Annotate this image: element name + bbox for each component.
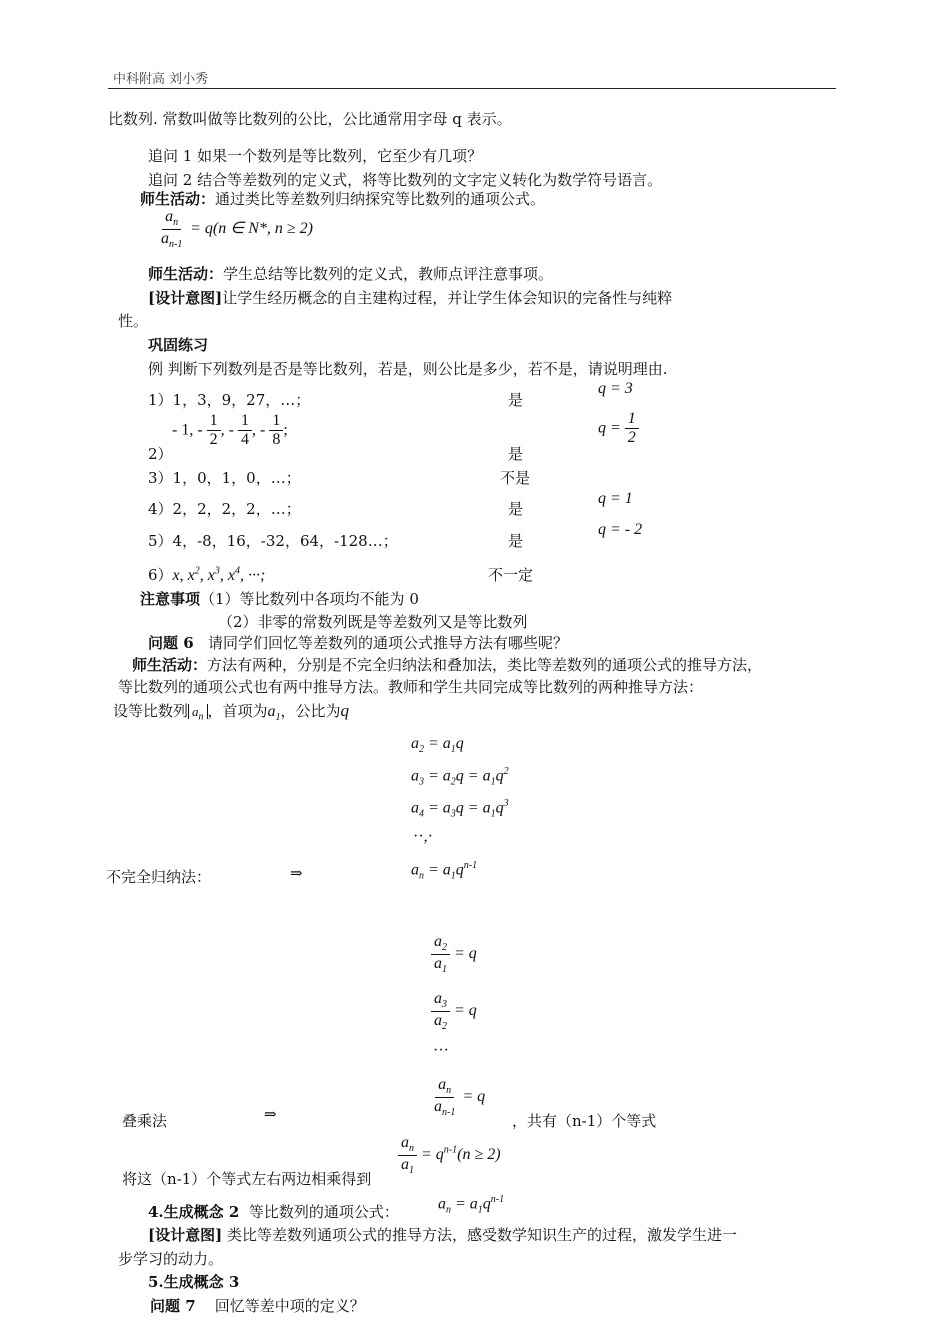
induction-eq-2: $a_3 = a_2q = a_1q^2$ <box>411 766 509 788</box>
ratio-eq-1: $\frac{a_2}{a_1}$ = q <box>431 933 477 975</box>
product-result: $\frac{a_n}{a_1}$ = $q^{n-1}(n \ge 2)$ <box>398 1134 501 1176</box>
activity-line-2: 师生活动：学生总结等比数列的定义式，教师点评注意事项。 <box>148 265 554 283</box>
ratio-eq-2: $\frac{a_3}{a_2}$ = q <box>431 990 477 1032</box>
exercise-4-answer: 是 <box>508 500 524 518</box>
exercise-6-answer: 不一定 <box>488 566 534 584</box>
notes-line-2: （2）非零的常数列既是等差数列又是等比数列 <box>218 613 528 631</box>
concept-3: 5.生成概念 3 <box>148 1273 240 1291</box>
design-intent-2-cont: 步学习的动力。 <box>118 1250 224 1268</box>
induction-eq-n: $a_n = a_1q^{n-1}$ <box>411 860 478 882</box>
activity-line-3: 师生活动：方法有两种，分别是不完全归纳法和叠加法，类比等差数列的通项公式的推导方法， <box>132 656 763 674</box>
exercise-6: 6）x, $x^2$, $x^3$, $x^4$, ···; <box>148 565 266 584</box>
implies-arrow-1: ⇒ <box>290 864 303 882</box>
definition-formula: $\frac{a_n}{a_{n-1}}$ = q(n ∈ N*, n ≥ 2) <box>161 208 313 250</box>
induction-ellipsis: ··,· <box>413 828 433 845</box>
header-rule <box>108 88 836 89</box>
exercise-5-answer: 是 <box>508 532 524 550</box>
followup-question-1: 追问 1 如果一个数列是等比数列，它至少有几项？ <box>148 147 483 165</box>
exercise-2-num: 2） <box>148 445 173 463</box>
activity-line-4: 等比数列的通项公式也有两中推导方法。教师和学生共同完成等比数列的两种推导方法： <box>118 678 704 696</box>
design-intent-2: [设计意图] 类比等差数列通项公式的推导方法，感受数学知识生产的过程，激发学生进一 <box>148 1226 737 1244</box>
paragraph-line-1: 比数列. 常数叫做等比数列的公比，公比通常用字母 q 表示。 <box>108 110 512 128</box>
activity-label: 师生活动： <box>140 190 216 208</box>
setup-line: 设等比数列 $a_n$ ，首项为$a_1$，公比为q <box>113 701 350 724</box>
design-intent-1: [设计意图]让学生经历概念的自主建构过程，并让学生体会知识的完备性与纯粹 <box>148 289 673 307</box>
induction-eq-1: $a_2 = a_1q$ <box>411 735 464 756</box>
exercise-3: 3）1，0，1，0，…； <box>148 469 301 487</box>
design-intent-1-cont: 性。 <box>118 312 149 330</box>
activity-text: 通过类比等差数列归纳探究等比数列的通项公式。 <box>215 190 546 208</box>
exercise-2-ratio: q = $\frac{1}{2}$ <box>598 410 639 448</box>
general-term-formula: $a_n = a_1q^{n-1}$ <box>438 1194 505 1216</box>
exercise-1-ratio: q = 3 <box>598 380 633 397</box>
method-multiply-label: 叠乘法 <box>122 1112 168 1130</box>
exercise-4: 4）2，2，2，2，…； <box>148 500 301 518</box>
activity-line-1 <box>140 188 545 209</box>
practice-title: 巩固练习 <box>148 336 209 354</box>
followup-question-2: 追问 2 结合等差数列的定义式，将等比数列的文字定义转化为数学符号语言。 <box>148 171 663 189</box>
method-induction-label: 不完全归纳法： <box>106 868 212 886</box>
question-7: 问题 7 回忆等差中项的定义？ <box>150 1297 365 1315</box>
implies-arrow-2: ⇒ <box>264 1105 277 1123</box>
induction-eq-3: $a_4 = a_3q = a_1q^3$ <box>411 798 509 820</box>
question-6: 问题 6 请同学们回忆等差数列的通项公式推导方法有哪些呢？ <box>148 634 568 652</box>
exercise-5: 5）4，-8，16，-32，64，-128…； <box>148 532 398 550</box>
notes-line-1: 注意事项（1）等比数列中各项均不能为 0 <box>140 590 419 608</box>
exercise-3-answer: 不是 <box>500 469 531 487</box>
exercise-2-sequence: - 1, - $\frac{1}{2}$ , - $\frac{1}{4}$ , - $\frac{1}{8}$ ; <box>172 412 288 449</box>
ratio-ellipsis: ··· <box>433 1042 449 1059</box>
multiply-sentence: 将这（n-1）个等式左右两边相乘得到 <box>122 1170 372 1188</box>
exercise-4-ratio: q = 1 <box>598 490 633 507</box>
definition-rhs: = q(n ∈ N*, n ≥ 2) <box>190 220 313 238</box>
equation-count: ，共有（n-1）个等式 <box>512 1112 657 1130</box>
concept-2: 4.生成概念 2 等比数列的通项公式： <box>148 1203 399 1221</box>
exercise-1: 1）1，3，9，27，…； <box>148 391 311 409</box>
example-prompt: 例 判断下列数列是否是等比数列，若是，则公比是多少，若不是，请说明理由. <box>148 360 668 378</box>
page-header: 中科附高 刘小秀 <box>113 72 209 87</box>
exercise-2-answer: 是 <box>508 445 524 463</box>
ratio-eq-n: $\frac{a_n}{a_{n-1}}$ = q <box>434 1076 486 1118</box>
exercise-1-answer: 是 <box>508 391 524 409</box>
exercise-5-ratio: q = - 2 <box>598 521 643 538</box>
